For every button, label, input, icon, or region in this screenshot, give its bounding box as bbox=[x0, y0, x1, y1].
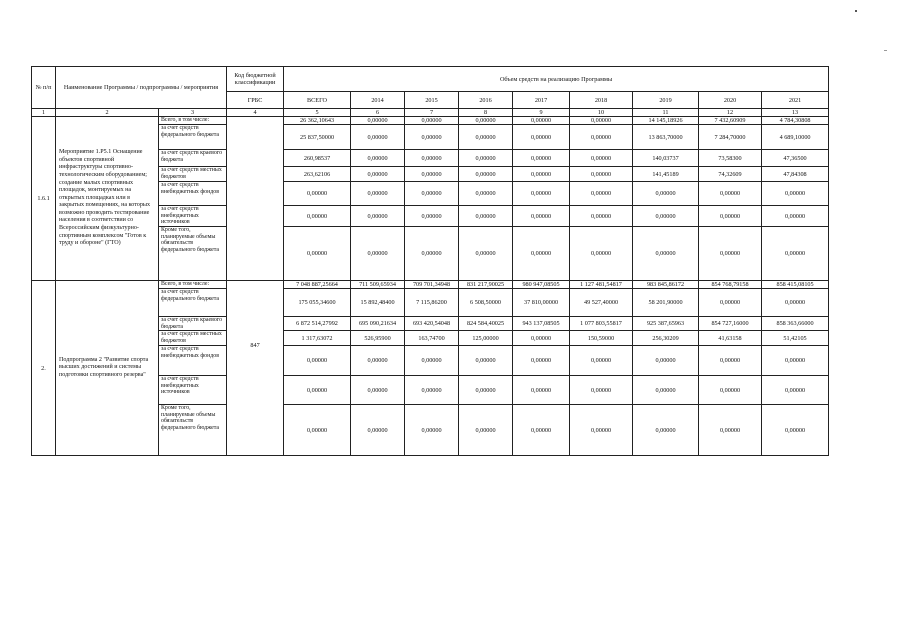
funding-source: за счет средств местных бюджетов bbox=[159, 331, 227, 346]
year-value: 0,00000 bbox=[633, 182, 699, 206]
year-value: 141,45189 bbox=[633, 167, 699, 182]
year-value: 980 947,08505 bbox=[513, 281, 570, 289]
year-value: 0,00000 bbox=[405, 117, 459, 125]
funding-source: Всего, в том числе: bbox=[159, 281, 227, 289]
column-number: 5 bbox=[284, 109, 351, 117]
funding-column-header: Объем средств на реализацию Программы bbox=[284, 67, 829, 92]
year-value: 0,00000 bbox=[459, 125, 513, 150]
year-value: 858 363,66000 bbox=[762, 317, 829, 331]
year-value: 695 090,21634 bbox=[351, 317, 405, 331]
funding-source: Кроме того, планируемые объемы обязательств федерального бюджета bbox=[159, 405, 227, 456]
funding-source: за счет средств краевого бюджета bbox=[159, 150, 227, 167]
year-value: 526,95900 bbox=[351, 331, 405, 346]
scan-speck bbox=[884, 50, 887, 51]
year-value: 0,00000 bbox=[633, 346, 699, 376]
year-value: 831 217,90025 bbox=[459, 281, 513, 289]
column-number: 13 bbox=[762, 109, 829, 117]
year-value: 0,00000 bbox=[459, 346, 513, 376]
funding-source: Кроме того, планируемые объемы обязательств федерального бюджета bbox=[159, 227, 227, 281]
year-column-header: 2018 bbox=[570, 92, 633, 109]
year-value: 693 420,54048 bbox=[405, 317, 459, 331]
total-value: 175 055,34600 bbox=[284, 289, 351, 317]
year-value: 0,00000 bbox=[351, 167, 405, 182]
year-value: 14 145,18926 bbox=[633, 117, 699, 125]
year-value: 0,00000 bbox=[351, 150, 405, 167]
year-value: 0,00000 bbox=[513, 167, 570, 182]
year-value: 0,00000 bbox=[351, 227, 405, 281]
year-value: 943 137,08505 bbox=[513, 317, 570, 331]
funding-source: за счет средств федерального бюджета bbox=[159, 289, 227, 317]
year-value: 49 527,40000 bbox=[570, 289, 633, 317]
year-value: 140,03737 bbox=[633, 150, 699, 167]
grbs-code bbox=[227, 117, 284, 281]
grbs-code: 847 bbox=[227, 281, 284, 456]
total-value: 0,00000 bbox=[284, 182, 351, 206]
year-value: 0,00000 bbox=[762, 346, 829, 376]
year-value: 824 584,40025 bbox=[459, 317, 513, 331]
year-value: 0,00000 bbox=[570, 125, 633, 150]
total-value: 0,00000 bbox=[284, 206, 351, 227]
total-value: 263,62106 bbox=[284, 167, 351, 182]
section-number: 2. bbox=[32, 281, 56, 456]
kbk-column-header: Код бюджетной классификации bbox=[227, 67, 284, 92]
year-value: 0,00000 bbox=[633, 206, 699, 227]
scan-speck bbox=[855, 10, 857, 12]
year-value: 0,00000 bbox=[405, 227, 459, 281]
year-value: 0,00000 bbox=[762, 227, 829, 281]
total-value: 1 317,63072 bbox=[284, 331, 351, 346]
program-funding-table-container bbox=[31, 66, 829, 456]
funding-source: за счет средств внебюджетных фондов bbox=[159, 346, 227, 376]
year-value: 1 077 803,55817 bbox=[570, 317, 633, 331]
year-value: 15 892,48400 bbox=[351, 289, 405, 317]
column-number: 6 bbox=[351, 109, 405, 117]
section-name: Мероприятие 1.Р5.1 Оснащение объектов спортивной инфраструктуры спортивно-технологическим оборудованием; создание малых спортивных площадок, монтируемых на открытых площадках или в закрытых помещениях, на которых возможно проводить тестирование населения в соответствии со Всероссийским физкультурно-спортивным комплексом "Готов к труду и обороне" (ГТО) bbox=[56, 117, 159, 281]
year-value: 7 115,86200 bbox=[405, 289, 459, 317]
year-value: 0,00000 bbox=[699, 182, 762, 206]
year-value: 983 845,86172 bbox=[633, 281, 699, 289]
year-value: 0,00000 bbox=[513, 125, 570, 150]
year-column-header: 2019 bbox=[633, 92, 699, 109]
year-value: 47,36500 bbox=[762, 150, 829, 167]
year-value: 0,00000 bbox=[762, 206, 829, 227]
funding-source: Всего, в том числе: bbox=[159, 117, 227, 125]
year-column-header: 2014 bbox=[351, 92, 405, 109]
year-value: 0,00000 bbox=[405, 167, 459, 182]
year-value: 0,00000 bbox=[699, 376, 762, 405]
column-number: 1 bbox=[32, 109, 56, 117]
year-column-header: 2015 bbox=[405, 92, 459, 109]
year-value: 0,00000 bbox=[699, 227, 762, 281]
year-value: 711 509,65934 bbox=[351, 281, 405, 289]
year-value: 0,00000 bbox=[762, 289, 829, 317]
year-value: 1 127 481,54817 bbox=[570, 281, 633, 289]
column-number: 7 bbox=[405, 109, 459, 117]
year-value: 0,00000 bbox=[570, 167, 633, 182]
year-value: 0,00000 bbox=[633, 405, 699, 456]
year-value: 0,00000 bbox=[633, 227, 699, 281]
total-value: 0,00000 bbox=[284, 405, 351, 456]
year-column-header: 2016 bbox=[459, 92, 513, 109]
year-value: 0,00000 bbox=[459, 167, 513, 182]
funding-source: за счет средств внебюджетных источников bbox=[159, 376, 227, 405]
year-value: 0,00000 bbox=[699, 405, 762, 456]
year-value: 0,00000 bbox=[699, 206, 762, 227]
column-number-row bbox=[32, 109, 829, 117]
year-value: 0,00000 bbox=[570, 182, 633, 206]
year-value: 256,30209 bbox=[633, 331, 699, 346]
column-number: 4 bbox=[227, 109, 284, 117]
year-value: 0,00000 bbox=[405, 346, 459, 376]
year-value: 0,00000 bbox=[570, 405, 633, 456]
total-value: 6 872 514,27992 bbox=[284, 317, 351, 331]
year-value: 0,00000 bbox=[513, 346, 570, 376]
year-value: 73,58300 bbox=[699, 150, 762, 167]
year-value: 925 387,65963 bbox=[633, 317, 699, 331]
year-value: 0,00000 bbox=[513, 182, 570, 206]
funding-source: за счет средств краевого бюджета bbox=[159, 317, 227, 331]
year-value: 6 508,50000 bbox=[459, 289, 513, 317]
year-value: 0,00000 bbox=[570, 376, 633, 405]
funding-source: за счет средств федерального бюджета bbox=[159, 125, 227, 150]
year-column-header: 2021 bbox=[762, 92, 829, 109]
year-value: 0,00000 bbox=[513, 206, 570, 227]
year-value: 0,00000 bbox=[459, 150, 513, 167]
year-value: 13 863,70000 bbox=[633, 125, 699, 150]
year-value: 51,42105 bbox=[762, 331, 829, 346]
year-value: 0,00000 bbox=[351, 206, 405, 227]
year-value: 0,00000 bbox=[570, 227, 633, 281]
year-value: 0,00000 bbox=[570, 346, 633, 376]
section-number: 1.6.1 bbox=[32, 117, 56, 281]
year-value: 4 689,10000 bbox=[762, 125, 829, 150]
year-value: 0,00000 bbox=[513, 405, 570, 456]
year-value: 0,00000 bbox=[513, 117, 570, 125]
year-value: 0,00000 bbox=[459, 182, 513, 206]
year-value: 41,63158 bbox=[699, 331, 762, 346]
year-value: 854 768,79158 bbox=[699, 281, 762, 289]
program-funding-table bbox=[31, 66, 829, 456]
year-value: 0,00000 bbox=[699, 346, 762, 376]
year-value: 0,00000 bbox=[351, 182, 405, 206]
funding-row bbox=[32, 281, 829, 289]
year-column-header: 2017 bbox=[513, 92, 570, 109]
year-value: 0,00000 bbox=[405, 376, 459, 405]
year-value: 858 415,08105 bbox=[762, 281, 829, 289]
year-value: 0,00000 bbox=[405, 405, 459, 456]
year-value: 0,00000 bbox=[459, 376, 513, 405]
total-value: 25 837,50000 bbox=[284, 125, 351, 150]
column-number: 11 bbox=[633, 109, 699, 117]
year-value: 74,32609 bbox=[699, 167, 762, 182]
total-value: 0,00000 bbox=[284, 227, 351, 281]
column-number: 10 bbox=[570, 109, 633, 117]
year-value: 0,00000 bbox=[405, 150, 459, 167]
name-column-header: Наименование Программы / подпрограммы / мероприятия bbox=[56, 67, 227, 109]
year-value: 0,00000 bbox=[405, 125, 459, 150]
year-value: 0,00000 bbox=[513, 150, 570, 167]
column-number: 12 bbox=[699, 109, 762, 117]
total-value: 260,98537 bbox=[284, 150, 351, 167]
year-value: 0,00000 bbox=[513, 331, 570, 346]
year-value: 0,00000 bbox=[459, 405, 513, 456]
year-value: 0,00000 bbox=[762, 182, 829, 206]
total-column-header: ВСЕГО bbox=[284, 92, 351, 109]
table-body bbox=[32, 67, 829, 456]
year-value: 0,00000 bbox=[633, 376, 699, 405]
year-value: 0,00000 bbox=[405, 206, 459, 227]
funding-source: за счет средств внебюджетных источников bbox=[159, 206, 227, 227]
year-value: 0,00000 bbox=[762, 376, 829, 405]
num-column-header: № п/п bbox=[32, 67, 56, 109]
year-value: 7 284,70000 bbox=[699, 125, 762, 150]
year-value: 709 701,34948 bbox=[405, 281, 459, 289]
section-name: Подпрограмма 2 "Развитие спорта высших достижений и системы подготовки спортивного резерва" bbox=[56, 281, 159, 456]
column-number: 3 bbox=[159, 109, 227, 117]
total-value: 7 048 887,25664 bbox=[284, 281, 351, 289]
year-value: 150,59000 bbox=[570, 331, 633, 346]
year-value: 854 727,16000 bbox=[699, 317, 762, 331]
year-value: 0,00000 bbox=[699, 289, 762, 317]
year-value: 4 784,30808 bbox=[762, 117, 829, 125]
funding-row bbox=[32, 117, 829, 125]
year-value: 0,00000 bbox=[762, 405, 829, 456]
year-value: 125,00000 bbox=[459, 331, 513, 346]
year-value: 0,00000 bbox=[570, 206, 633, 227]
grbs-column-header: ГРБС bbox=[227, 92, 284, 109]
year-value: 7 432,60909 bbox=[699, 117, 762, 125]
year-value: 0,00000 bbox=[351, 117, 405, 125]
year-value: 0,00000 bbox=[459, 227, 513, 281]
total-value: 26 362,10643 bbox=[284, 117, 351, 125]
year-value: 58 201,90000 bbox=[633, 289, 699, 317]
year-value: 0,00000 bbox=[513, 227, 570, 281]
year-value: 0,00000 bbox=[459, 117, 513, 125]
funding-source: за счет средств местных бюджетов bbox=[159, 167, 227, 182]
year-value: 37 810,00000 bbox=[513, 289, 570, 317]
total-value: 0,00000 bbox=[284, 346, 351, 376]
year-value: 163,74700 bbox=[405, 331, 459, 346]
year-value: 0,00000 bbox=[351, 125, 405, 150]
year-value: 0,00000 bbox=[570, 117, 633, 125]
year-value: 0,00000 bbox=[351, 346, 405, 376]
funding-source: за счет средств внебюджетных фондов bbox=[159, 182, 227, 206]
year-value: 0,00000 bbox=[405, 182, 459, 206]
year-value: 0,00000 bbox=[513, 376, 570, 405]
year-value: 0,00000 bbox=[351, 376, 405, 405]
year-value: 47,84308 bbox=[762, 167, 829, 182]
column-number: 9 bbox=[513, 109, 570, 117]
header-row-top bbox=[32, 67, 829, 92]
column-number: 2 bbox=[56, 109, 159, 117]
year-value: 0,00000 bbox=[459, 206, 513, 227]
column-number: 8 bbox=[459, 109, 513, 117]
year-value: 0,00000 bbox=[351, 405, 405, 456]
year-value: 0,00000 bbox=[570, 150, 633, 167]
year-column-header: 2020 bbox=[699, 92, 762, 109]
total-value: 0,00000 bbox=[284, 376, 351, 405]
